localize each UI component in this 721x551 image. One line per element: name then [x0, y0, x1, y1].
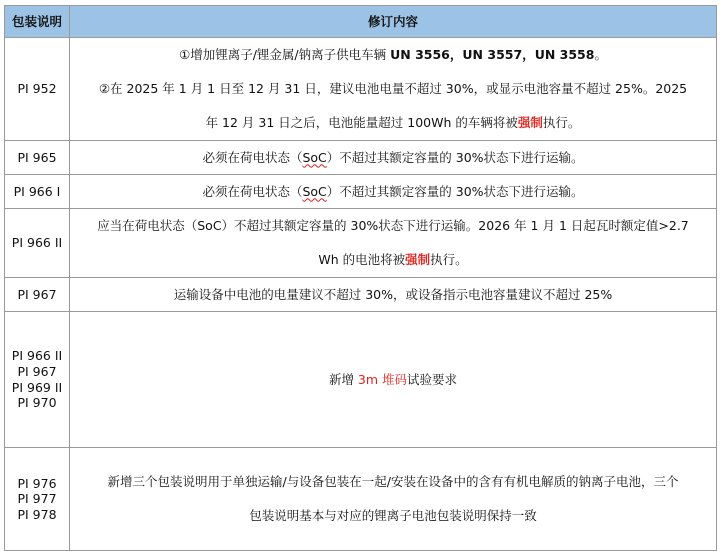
packing-code-cell: [5, 278, 70, 312]
table-row: [5, 448, 717, 551]
soc-term: SoC: [302, 149, 327, 165]
revision-content-cell: [70, 38, 717, 141]
packing-code: PI 952: [17, 81, 57, 97]
packing-code-cell: [5, 448, 70, 551]
table-row: [5, 209, 717, 278]
packing-code: PI 966 II: [11, 235, 63, 251]
packing-code-cell: [5, 175, 70, 209]
mandatory-highlight: 强制: [405, 252, 431, 267]
packing-code: PI 976: [17, 475, 57, 491]
packing-code: PI 978: [17, 506, 57, 522]
soc-term: SoC: [302, 183, 327, 199]
revision-content-cell: [70, 209, 717, 278]
packing-code-cell: [5, 38, 70, 141]
header-packing-instruction: 包装说明: [5, 6, 70, 38]
packing-code: PI 966 II: [11, 348, 63, 364]
packing-code: PI 970: [17, 395, 57, 411]
packing-code: PI 977: [17, 491, 57, 507]
revision-table: [4, 5, 717, 551]
packing-code: PI 965: [17, 149, 57, 165]
packing-code: PI 969 II: [11, 379, 63, 395]
revision-content-cell: 运输设备中电池的电量建议不超过 30%，或设备指示电池容量建议不超过 25%: [70, 278, 717, 312]
packing-code: PI 967: [17, 363, 57, 379]
revision-line: 年 12 月 31 日之后，电池能量超过 100Wh 的车辆将被强制执行。: [205, 115, 581, 130]
table-row: [5, 278, 717, 312]
table-header-row: [5, 6, 717, 38]
stacking-test-highlight: 3m 堆码: [357, 371, 408, 387]
revision-content-cell: 必须在荷电状态（SoC）不超过其额定容量的 30%状态下进行运输。: [70, 141, 717, 175]
table-row: [5, 38, 717, 141]
revision-content-cell: 新增 3m 堆码试验要求: [70, 312, 717, 448]
revision-line: ②在 2025 年 1 月 1 日至 12 月 31 日，建议电池电量不超过 30%，或显示电池容量不超过 25%。2025: [98, 81, 688, 96]
table-row: [5, 312, 717, 448]
revision-line: ①增加锂离子/锂金属/钠离子供电车辆 UN 3556，UN 3557，UN 3558。: [179, 47, 607, 62]
revision-line: 包装说明基本与对应的锂离子电池包装说明保持一致: [249, 508, 537, 523]
mandatory-highlight: 强制: [517, 115, 543, 130]
revision-line: 新增三个包装说明用于单独运输/与设备包装在一起/安装在设备中的含有有机电解质的钠离子电池，三个: [107, 474, 679, 489]
revision-content-cell: 必须在荷电状态（SoC）不超过其额定容量的 30%状态下进行运输。: [70, 175, 717, 209]
header-revision-content: 修订内容: [70, 6, 717, 38]
packing-code-cell: [5, 209, 70, 278]
table-row: [5, 175, 717, 209]
revision-line: Wh 的电池将被强制执行。: [318, 252, 468, 267]
packing-code: PI 967: [17, 286, 57, 302]
table-row: [5, 141, 717, 175]
revision-line: 应当在荷电状态（SoC）不超过其额定容量的 30%状态下进行运输。2026 年 1 月 1 日起瓦时额定值>2.7: [97, 218, 689, 233]
revision-content-cell: [70, 448, 717, 551]
packing-code-cell: [5, 141, 70, 175]
packing-code-cell: [5, 312, 70, 448]
packing-code: PI 966 I: [13, 183, 61, 199]
